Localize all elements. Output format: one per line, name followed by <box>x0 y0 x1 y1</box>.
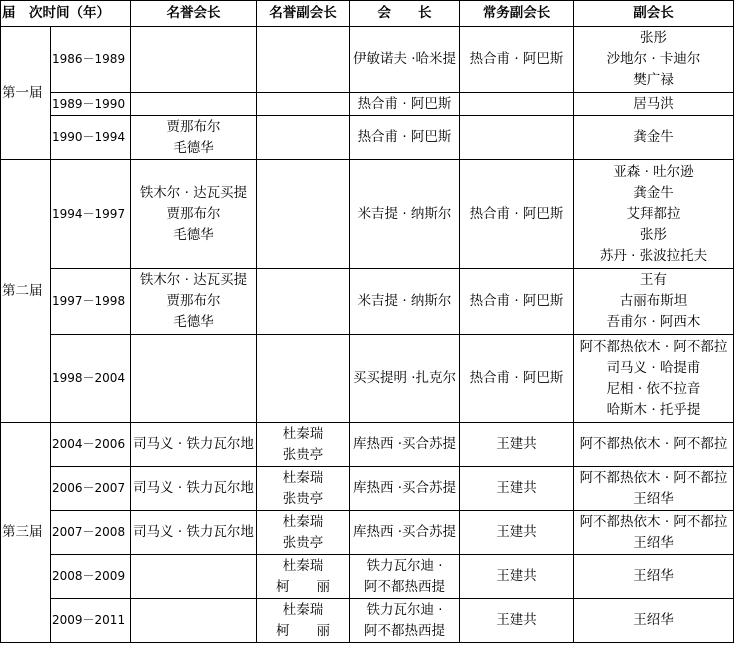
time-cell: 2006－2007 <box>51 467 131 511</box>
honorary-vice-president-cell <box>257 93 350 116</box>
name-line: 杜秦瑞 <box>282 469 324 486</box>
name-line: 阿不都热西提 <box>364 622 445 639</box>
vice-president-cell <box>574 423 734 467</box>
name-line: 居马洪 <box>633 95 674 112</box>
header-ji-time <box>1 1 131 27</box>
honorary-vice-president-cell <box>257 27 350 93</box>
name-line: 阿不都热西提 <box>364 578 445 595</box>
name-line: 尼相 · 依不拉音 <box>606 380 701 397</box>
honorary-vice-president-cell <box>257 335 350 423</box>
term-cell: 第一届 <box>1 27 51 160</box>
executive-vice-president-cell <box>460 511 574 555</box>
time-cell: 1994－1997 <box>51 160 131 269</box>
header-row <box>1 1 734 27</box>
name-line: 王绍华 <box>633 568 674 584</box>
time-cell: 2008－2009 <box>51 555 131 599</box>
executive-vice-president-cell <box>460 599 574 643</box>
name-line: 王建共 <box>496 568 537 584</box>
honorary-president-cell <box>131 511 257 555</box>
table-body <box>1 27 734 643</box>
name-line: 苏丹 · 张波拉托夫 <box>599 247 708 264</box>
name-line: 张贵亭 <box>282 534 324 551</box>
name-line: 柯 丽 <box>276 622 330 639</box>
honorary-president-cell <box>131 467 257 511</box>
time-cell: 2007－2008 <box>51 511 131 555</box>
name-line: 王建共 <box>496 524 537 540</box>
honorary-president-cell <box>131 160 257 269</box>
term-cell: 第二届 <box>1 160 51 423</box>
term-cell: 第三届 <box>1 423 51 643</box>
name-line: 杜秦瑞 <box>282 425 324 442</box>
vice-president-cell <box>574 160 734 269</box>
vice-president-cell <box>574 511 734 555</box>
name-line: 王绍华 <box>633 534 674 551</box>
name-line: 阿不都热依木 · 阿不都拉 <box>579 513 728 530</box>
honorary-vice-president-cell <box>257 160 350 269</box>
table-row <box>1 335 734 423</box>
header-executive-vice-president: 常务副会长 <box>460 1 574 27</box>
vice-president-cell <box>574 269 734 335</box>
name-line: 张彤 <box>640 226 667 243</box>
table-row <box>1 555 734 599</box>
time-cell: 2009－2011 <box>51 599 131 643</box>
honorary-president-cell <box>131 555 257 599</box>
president-cell <box>350 160 460 269</box>
name-line: 热合甫 · 阿巴斯 <box>469 51 564 67</box>
name-line: 王绍华 <box>633 612 674 628</box>
honorary-president-cell <box>131 335 257 423</box>
time-cell: 1998－2004 <box>51 335 131 423</box>
executive-vice-president-cell <box>460 423 574 467</box>
name-line: 亚森 · 吐尔逊 <box>613 163 694 180</box>
honorary-vice-president-cell <box>257 599 350 643</box>
name-line: 张彤 <box>640 30 667 46</box>
executive-vice-president-cell <box>460 335 574 423</box>
vice-president-cell <box>574 467 734 511</box>
vice-president-cell <box>574 93 734 116</box>
honorary-vice-president-cell <box>257 467 350 511</box>
name-line: 热合甫 · 阿巴斯 <box>469 205 564 222</box>
president-cell <box>350 555 460 599</box>
executive-vice-president-cell <box>460 27 574 93</box>
honorary-president-cell <box>131 599 257 643</box>
executive-vice-president-cell <box>460 160 574 269</box>
name-line: 热合甫 · 阿巴斯 <box>357 95 452 112</box>
name-line: 米吉提 · 纳斯尔 <box>357 293 452 309</box>
president-cell <box>350 335 460 423</box>
time-cell: 1989－1990 <box>51 93 131 116</box>
executive-vice-president-cell <box>460 467 574 511</box>
name-line: 哈斯木 · 托乎提 <box>606 401 701 418</box>
name-line: 杜秦瑞 <box>282 601 324 618</box>
honorary-vice-president-cell <box>257 555 350 599</box>
name-line: 热合甫 · 阿巴斯 <box>469 293 564 309</box>
name-line: 吾甫尔 · 阿西木 <box>606 314 701 330</box>
header-time: 次时间（年） <box>29 5 110 21</box>
table-row <box>1 511 734 555</box>
name-line: 艾拜都拉 <box>626 205 681 222</box>
name-line: 贾那布尔 <box>166 205 221 222</box>
name-line: 司马义 · 铁力瓦尔地 <box>133 436 254 452</box>
name-line: 热合甫 · 阿巴斯 <box>469 370 564 386</box>
header-vice-president: 副会长 <box>574 1 734 27</box>
name-line: 龚金牛 <box>633 129 674 145</box>
name-line: 铁木尔 · 达瓦买提 <box>139 272 248 288</box>
name-line: 铁力瓦尔迪 · <box>366 601 443 618</box>
name-line: 阿不都热依木 · 阿不都拉 <box>579 338 728 355</box>
president-cell <box>350 93 460 116</box>
honorary-vice-president-cell <box>257 116 350 160</box>
name-line: 王建共 <box>496 612 537 628</box>
honorary-president-cell <box>131 269 257 335</box>
president-cell <box>350 116 460 160</box>
table-row <box>1 599 734 643</box>
name-line: 杜秦瑞 <box>282 513 324 530</box>
time-cell: 1997－1998 <box>51 269 131 335</box>
name-line: 阿不都热依木 · 阿不都拉 <box>579 469 728 486</box>
name-line: 柯 丽 <box>276 578 330 595</box>
name-line: 王建共 <box>496 436 537 452</box>
name-line: 热合甫 · 阿巴斯 <box>357 129 452 145</box>
name-line: 库热西 ·买合苏提 <box>352 480 457 496</box>
name-line: 王绍华 <box>633 490 674 507</box>
president-cell <box>350 423 460 467</box>
name-line: 库热西 ·买合苏提 <box>352 436 457 452</box>
name-line: 古丽布斯坦 <box>619 293 688 309</box>
name-line: 沙地尔 · 卡迪尔 <box>606 51 701 67</box>
honorary-president-cell <box>131 93 257 116</box>
name-line: 樊广禄 <box>633 72 674 88</box>
table-row <box>1 116 734 160</box>
honorary-vice-president-cell <box>257 423 350 467</box>
vice-president-cell <box>574 116 734 160</box>
name-line: 铁木尔 · 达瓦买提 <box>139 184 248 201</box>
name-line: 司马义 · 哈提甫 <box>606 359 701 376</box>
name-line: 贾那布尔 <box>166 293 221 309</box>
name-line: 司马义 · 铁力瓦尔地 <box>133 524 254 540</box>
table-row <box>1 160 734 269</box>
name-line: 米吉提 · 纳斯尔 <box>357 205 452 222</box>
table-row <box>1 269 734 335</box>
header-honorary-vice-president: 名誉副会长 <box>257 1 350 27</box>
name-line: 毛德华 <box>173 139 214 156</box>
table-row <box>1 423 734 467</box>
president-cell <box>350 27 460 93</box>
vice-president-cell <box>574 599 734 643</box>
honorary-president-cell <box>131 27 257 93</box>
name-line: 库热西 ·买合苏提 <box>352 524 457 540</box>
executive-vice-president-cell <box>460 555 574 599</box>
name-line: 铁力瓦尔迪 · <box>366 557 443 574</box>
table-row <box>1 27 734 93</box>
name-line: 杜秦瑞 <box>282 557 324 574</box>
president-cell <box>350 467 460 511</box>
time-cell: 1986－1989 <box>51 27 131 93</box>
president-cell <box>350 269 460 335</box>
honorary-vice-president-cell <box>257 511 350 555</box>
name-line: 阿不都热依木 · 阿不都拉 <box>579 436 728 452</box>
honorary-president-cell <box>131 423 257 467</box>
name-line: 张贵亭 <box>282 490 324 507</box>
table-row <box>1 93 734 116</box>
executive-vice-president-cell <box>460 93 574 116</box>
name-line: 龚金牛 <box>633 184 674 201</box>
vice-president-cell <box>574 555 734 599</box>
executive-vice-president-cell <box>460 269 574 335</box>
time-cell: 2004－2006 <box>51 423 131 467</box>
honorary-president-cell <box>131 116 257 160</box>
name-line: 张贵亭 <box>282 446 324 463</box>
president-cell <box>350 599 460 643</box>
president-cell <box>350 511 460 555</box>
name-line: 贾那布尔 <box>166 118 221 135</box>
honorary-vice-president-cell <box>257 269 350 335</box>
time-cell: 1990－1994 <box>51 116 131 160</box>
name-line: 伊敏诺夫 ·哈米提 <box>352 51 457 67</box>
name-line: 毛德华 <box>173 226 214 243</box>
name-line: 毛德华 <box>173 314 214 330</box>
header-honorary-president: 名誉会长 <box>131 1 257 27</box>
table-row <box>1 467 734 511</box>
name-line: 买买提明 ·扎克尔 <box>352 370 457 386</box>
header-president: 会 长 <box>350 1 460 27</box>
name-line: 司马义 · 铁力瓦尔地 <box>133 480 254 496</box>
name-line: 王有 <box>640 272 667 288</box>
vice-president-cell <box>574 335 734 423</box>
executive-vice-president-cell <box>460 116 574 160</box>
header-ji: 届 <box>2 5 16 21</box>
vice-president-cell <box>574 27 734 93</box>
name-line: 王建共 <box>496 480 537 496</box>
